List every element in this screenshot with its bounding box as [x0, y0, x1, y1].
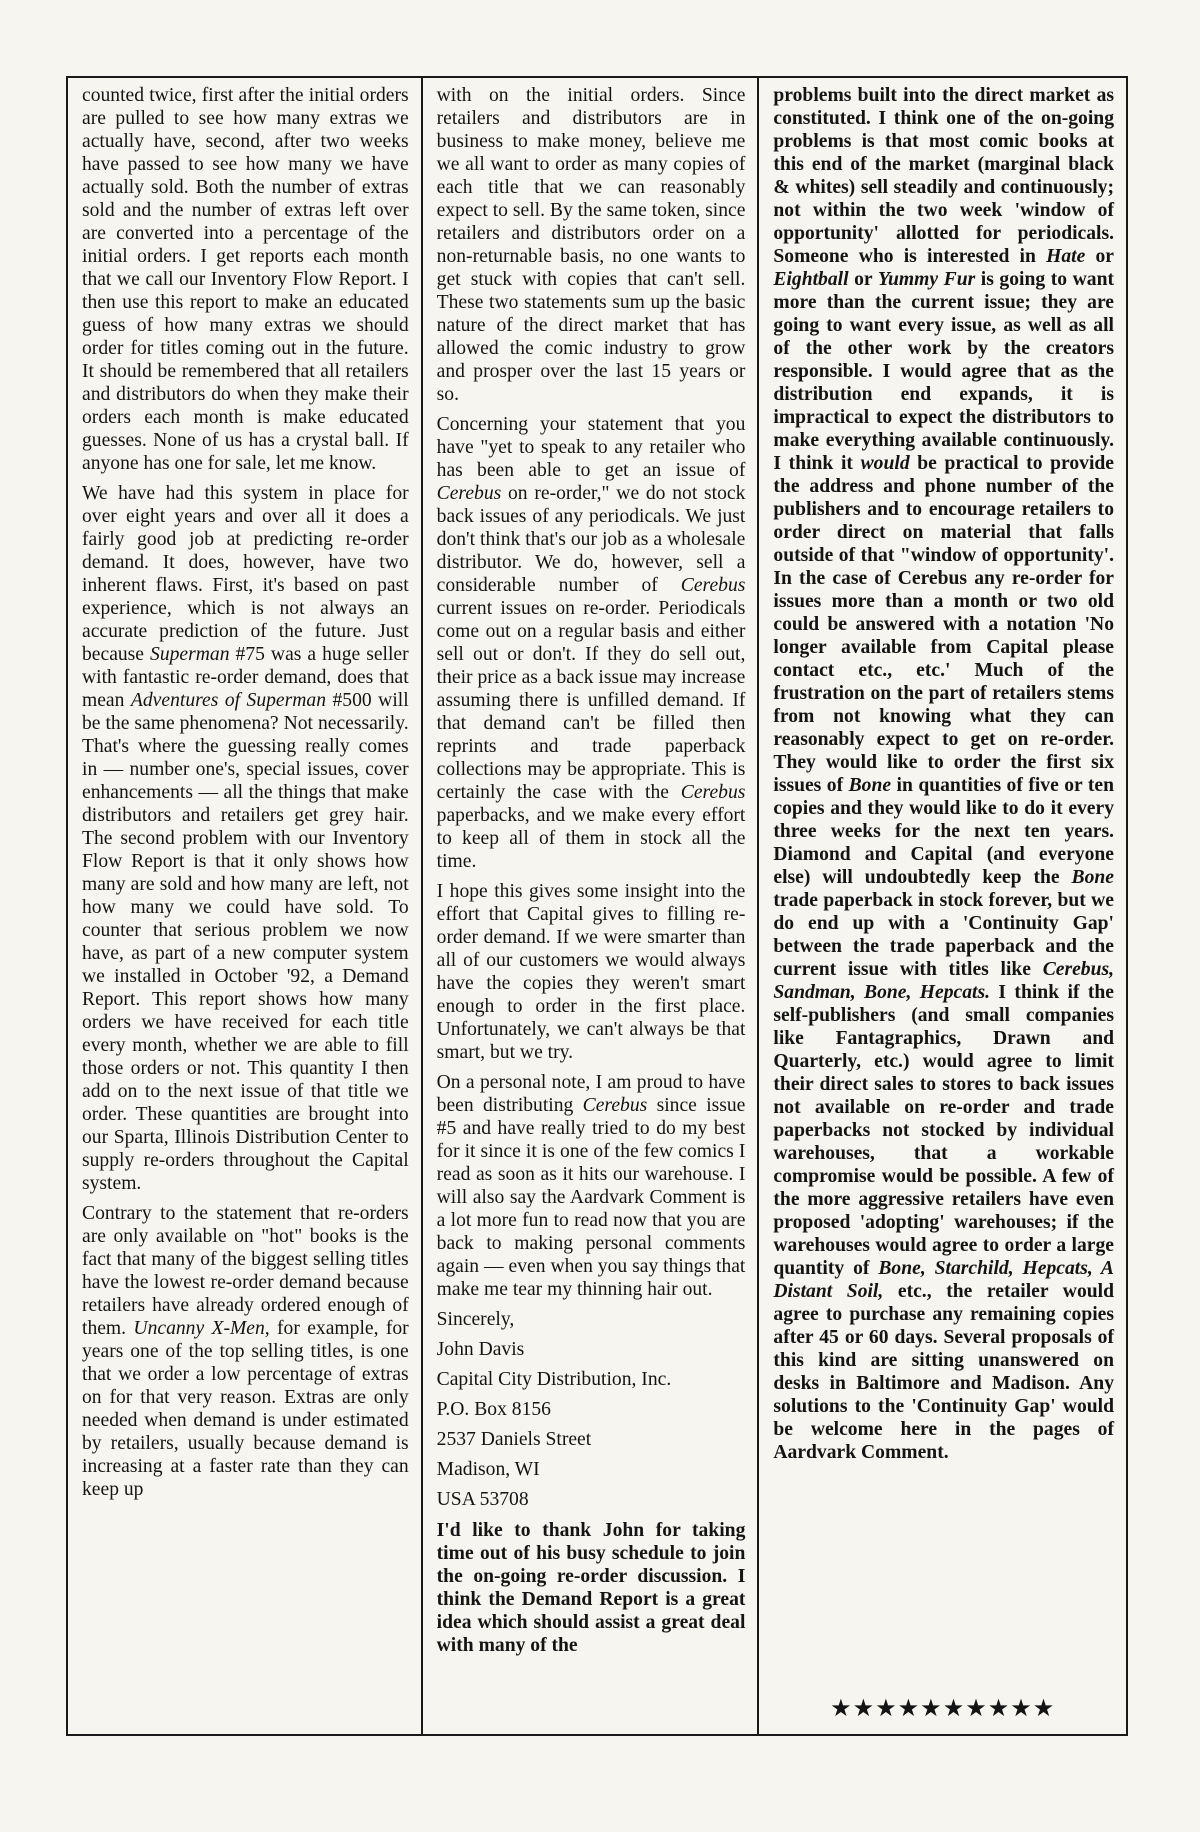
signer-zip: USA 53708	[436, 1489, 529, 1510]
text-run: for example, for years one of the top selling titles, is one that we order a low percentage of extras on for that very reason. Extras are only needed when demand is under estimated by retailers, usually because demand is increasing at a faster rate than they can keep up	[82, 1318, 409, 1500]
title-superman: Superman	[150, 644, 230, 665]
title-cerebus: Cerebus	[680, 782, 746, 803]
editor-reply: I'd like to thank John for taking time out of his busy schedule to join the on-going re-order discussion. I think the Demand Report is a great idea which should assist a great deal with many of the	[436, 1520, 746, 1656]
column-3	[759, 78, 1126, 1734]
article-frame	[66, 76, 1128, 1736]
text-run: in quantities of five or ten copies and they would like to do it every three weeks for the next ten years. Diamond and Capital (and everyone else) will undoubtedly keep the	[773, 775, 1114, 888]
signer-po-box: P.O. Box 8156	[436, 1399, 551, 1420]
text-run: On a personal note, I am proud to have been distributing	[436, 1072, 746, 1116]
title-bone: Bone	[848, 775, 892, 796]
title-yummy-fur: Yummy Fur	[877, 269, 976, 290]
closing: Sincerely,	[436, 1309, 515, 1330]
title-cerebus: Cerebus	[680, 575, 746, 596]
title-adventures-of-superman: Adventures of Superman	[130, 690, 327, 711]
title-eightball: Eightball	[773, 269, 849, 290]
text-run: current issues on re-order. Periodicals come out on a regular basis and either sell out or don't. If they do sell out, their price as a back issue may increase assuming there is unfilled demand. If that demand can't be filled then reprints and trade paperback collections may be appropriate. This is certainly the case with the	[436, 598, 746, 803]
emphasis-would: would	[860, 453, 910, 474]
signature-block	[437, 1338, 746, 1511]
title-uncanny-x-men: Uncanny X-Men,	[133, 1318, 270, 1339]
text-run: paperbacks, and we make every effort to keep all of them in stock all the time.	[436, 805, 746, 872]
text-run: I think if the self-publishers (and small companies like Fantagraphics, Drawn and Quarterly, etc.) would agree to limit their direct sales to stores to back issues not available on re-order and trade paperbacks not stocked by individual warehouses, that a workable compromise would be possible. A few of the more aggressive retailers have even proposed 'adopting' warehouses; if the warehouses would agree to order a large quantity of	[773, 982, 1114, 1279]
col2-paragraph-3: I hope this gives some insight into the effort that Capital gives to filling re-order demand. If we were smarter than all of our customers we would always have the copies they weren't smart enough to order in the first place. Unfortunately, we can't always be that smart, but we try.	[436, 881, 746, 1063]
text-run: since issue #5 and have really tried to do my best for it since it is one of the few comics I read as soon as it hits our warehouse. I will also say the Aardvark Comment is a lot more fun to read now that you are back to making personal comments again — even when you say things that make me tear my thinning hair out.	[436, 1095, 746, 1300]
text-run: #75 was a huge seller with fantastic re-order demand, does that mean	[82, 644, 409, 711]
text-run: on re-order," we do not stock back issues of any periodicals. We just don't think that's our job as a wholesale distributor. We do, however, sell a considerable number of	[436, 483, 746, 596]
title-cerebus: Cerebus	[582, 1095, 648, 1116]
signer-company: Capital City Distribution, Inc.	[436, 1369, 672, 1390]
text-run: Contrary to the statement that re-orders are only available on "hot" books is the fact that many of the biggest selling titles have the lowest re-order demand because retailers have already ordered enough of them.	[82, 1203, 409, 1339]
title-hate: Hate	[1046, 246, 1086, 267]
text-run: etc., the retailer would agree to purchase any remaining copies after 45 or 60 days. Several proposals of this kind are sitting unanswered on desks in Baltimore and Madison. Any solutions to the 'Continuity Gap' would be welcome here in the pages of Aardvark Comment.	[773, 1281, 1114, 1463]
column-2	[423, 78, 760, 1734]
section-end-divider	[759, 1671, 1126, 1720]
star-divider: ★★★★★★★★★★	[830, 1694, 1056, 1722]
text-run: #500 will be the same phenomena? Not necessarily. That's where the guessing really comes in — number one's, special issues, cover enhancements — all the things that make distributors and retailers get grey hair. The second problem with our Inventory Flow Report is that it only shows how many are sold and how many are left, not how many we could have sold. To counter that serious problem we now have, as part of a new computer system we installed in October '92, a Demand Report. This report shows how many orders we have received for each title every month, whether we are able to fill those orders or not. This quantity I then add on to the next issue of that title we order. These quantities are brought into our Sparta, Illinois Distribution Center to supply re-orders throughout the Capital system.	[82, 690, 409, 1194]
title-bone: Bone	[1071, 867, 1114, 888]
text-run: problems built into the direct market as constituted. I think one of the on-going problems is that most comic books at this end of the market (marginal black & whites) sell steadily and continuously; not within the two week 'window of opportunity' allotted for periodicals. Someone who is interested in	[773, 85, 1114, 267]
text-run: or	[1085, 246, 1114, 267]
col2-paragraph-4	[437, 1071, 746, 1301]
col1-paragraph-3	[82, 1202, 409, 1501]
text-run: is going to want more than the current issue; they are going to want every issue, as well as all of the other work by the creators responsible. I would agree that as the distribution end expands, it is impractical to expect the distributors to make everything available continuously. I think it	[773, 269, 1114, 474]
column-1	[68, 78, 423, 1734]
text-run: or	[848, 269, 878, 290]
signer-city: Madison, WI	[436, 1459, 540, 1480]
text-run: We have had this system in place for over eight years and over all it does a fairly good job at predicting re-order demand. It does, however, have two inherent flaws. First, it's based on past experience, which is not always an accurate prediction of the future. Just because	[82, 483, 409, 665]
titles-list: Bone, Starchild, Hepcats, A Distant Soil,	[773, 1258, 1114, 1302]
text-run: trade paperback in stock forever, but we do end up with a 'Continuity Gap' between the trade paperback and the current issue with titles like	[773, 890, 1114, 980]
col1-paragraph-1: counted twice, first after the initial orders are pulled to see how many extras we actually have, second, after two weeks have passed to see how many we have actually sold. Both the number of extras sold and the number of extras left over are converted into a percentage of the initial orders. I get reports each month that we call our Inventory Flow Report. I then use this report to make an educated guess of how many extras we should order for titles coming out in the future. It should be remembered that all retailers and distributors do when they make their orders each month is make educated guesses. None of us has a crystal ball. If anyone has one for sale, let me know.	[82, 85, 409, 474]
signer-name: John Davis	[436, 1339, 525, 1360]
col2-paragraph-1: with on the initial orders. Since retailers and distributors are in business to make money, believe me we all want to order as many copies of each title that we can reasonably expect to sell. By the same token, since retailers and distributors order on a non-returnable basis, no one wants to get stuck with copies that can't sell. These two statements sum up the basic nature of the direct market that has allowed the comic industry to grow and prosper over the last 15 years or so.	[436, 85, 746, 405]
text-run: Concerning your statement that you have "yet to speak to any retailer who has been able to get an issue of	[436, 414, 746, 481]
col1-paragraph-2	[82, 482, 409, 1195]
col3-paragraph	[773, 84, 1114, 1464]
title-cerebus: Cerebus	[436, 483, 502, 504]
signer-street: 2537 Daniels Street	[436, 1429, 592, 1450]
col2-paragraph-2	[437, 413, 746, 873]
titles-list: Cerebus, Sandman, Bone, Hepcats.	[773, 959, 1114, 1003]
text-run: be practical to provide the address and phone number of the publishers and to encourage retailers to order direct on material that falls outside of that "window of opportunity'. In the case of Cerebus any re-order for issues more than a month or two old could be answered with a notation 'No longer available from Capital please contact etc., etc.' Much of the frustration on the part of retailers stems from not knowing what they can reasonably expect to get on re-order. They would like to order the first six issues of	[773, 453, 1115, 796]
